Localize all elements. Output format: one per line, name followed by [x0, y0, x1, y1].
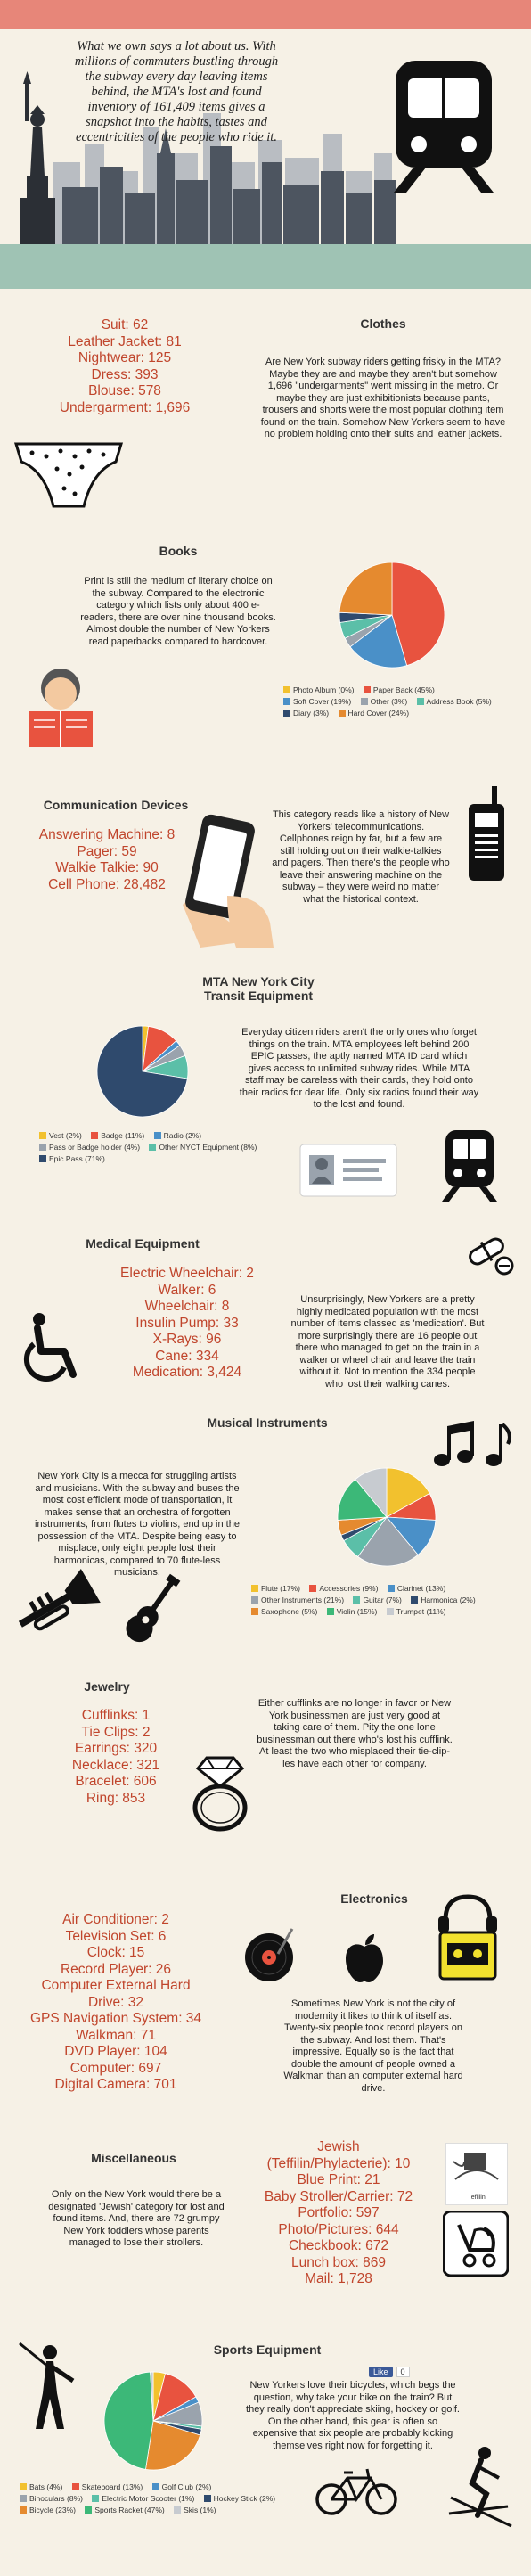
legend-swatch: [251, 1608, 258, 1615]
stat-line: Necklace: 321: [71, 1757, 160, 1773]
misc-title: Miscellaneous: [91, 2151, 176, 2165]
books-pie-chart: [339, 562, 445, 669]
sports-text: New Yorkers love their bicycles, which begs the question, why take your bike on the train? But they really don't appreciate skiing, hockey or golf. On the other hand, this gear is often so expensive that six people are probably kicking themselves right now for forgetting it.: [246, 2380, 460, 2451]
stat-line: Computer: 697: [69, 2060, 162, 2076]
stat-line: Lunch box: 869: [290, 2254, 386, 2270]
music-legend: [251, 1583, 519, 1618]
legend-label: Binoculars (8%): [29, 2494, 83, 2503]
stat-line: Walker: 6: [158, 1282, 216, 1298]
legend-item: [85, 2505, 164, 2516]
legend-item: [251, 1606, 317, 1618]
legend-label: Violin (15%): [336, 1607, 378, 1616]
legend-label: Golf Club (2%): [161, 2482, 212, 2491]
legend-item: [364, 685, 435, 696]
legend-label: Paper Back (45%): [372, 685, 435, 694]
legend-swatch: [411, 1596, 418, 1604]
legend-swatch: [39, 1155, 46, 1162]
legend-item: [353, 1595, 401, 1606]
guitar-icon: [125, 1571, 182, 1647]
legend-label: Hard Cover (24%): [347, 709, 410, 718]
legend-label: Clarinet (13%): [396, 1584, 446, 1593]
stat-line: GPS Navigation System: 34: [29, 2011, 202, 2026]
stat-line: Air Conditioner: 2: [62, 1912, 169, 1927]
legend-item: [417, 696, 492, 708]
legend-label: Harmonica (2%): [421, 1596, 476, 1604]
legend-label: Soft Cover (19%): [293, 697, 352, 706]
legend-swatch: [327, 1608, 334, 1615]
legend-label: Diary (3%): [293, 709, 330, 718]
music-title: Musical Instruments: [207, 1415, 328, 1430]
legend-item: [283, 708, 329, 719]
legend-item: [20, 2493, 83, 2505]
music-text: New York City is a mecca for struggling artists and musicians. With the subway and buses the most cost efficient mode of transportation, it makes sense that an orchestra of forgotten instruments, from flutes to violins, end up in the possession of the MTA. Despite being easy to misplace, only eight people lost their harmonicas, compared to 70 flute-less musicians.: [35, 1471, 240, 1578]
legend-label: Hockey Stick (2%): [213, 2494, 276, 2503]
like-widget[interactable]: [369, 2366, 410, 2378]
id-card-icon: [298, 1143, 398, 1198]
ring-icon: [187, 1752, 253, 1833]
medical-stats: [94, 1266, 281, 1382]
legend-label: Guitar (7%): [363, 1596, 402, 1604]
tefillin-label: Tefillin: [468, 2195, 486, 2201]
medical-title: Medical Equipment: [86, 1236, 200, 1251]
middle-color-band: [0, 244, 531, 289]
stat-line: Television Set: 6: [65, 1928, 167, 1944]
stat-line: Baby Stroller/Carrier: 72: [264, 2188, 413, 2204]
communication-title: Communication Devices: [43, 798, 189, 812]
top-color-band: [0, 0, 531, 29]
stat-line: Medication: 3,424: [132, 1365, 242, 1380]
stat-line: Walkman: 71: [76, 2027, 156, 2043]
stat-line: Electric Wheelchair: 2: [120, 1266, 254, 1281]
legend-label: Electric Motor Scooter (1%): [102, 2494, 195, 2503]
train-icon: [383, 53, 504, 196]
skier-icon: [445, 2442, 517, 2531]
legend-swatch: [174, 2506, 181, 2514]
jewelry-stats: [36, 1708, 196, 1807]
legend-label: Bicycle (23%): [29, 2506, 76, 2514]
sports-legend: [20, 2482, 283, 2516]
legend-label: Skis (1%): [184, 2506, 216, 2514]
legend-item: [92, 2493, 194, 2505]
legend-swatch: [283, 710, 290, 717]
stat-line: Suit: 62: [101, 317, 149, 332]
legend-swatch: [39, 1132, 46, 1139]
statue-of-liberty-icon: [20, 71, 55, 244]
legend-swatch: [20, 2506, 27, 2514]
underwear-icon: [11, 435, 127, 515]
legend-swatch: [91, 1132, 98, 1139]
legend-swatch: [149, 1144, 156, 1151]
legend-swatch: [309, 1585, 316, 1592]
misc-stats: [232, 2139, 445, 2288]
electronics-title: Electronics: [340, 1891, 408, 1906]
legend-swatch: [72, 2483, 79, 2490]
stat-line: Dress: 393: [91, 366, 159, 382]
legend-item: [39, 1142, 140, 1153]
legend-item: [154, 1130, 202, 1142]
jewelry-title: Jewelry: [84, 1679, 130, 1694]
legend-label: Skateboard (13%): [81, 2482, 143, 2491]
stat-line: Ring: 853: [86, 1790, 146, 1806]
legend-swatch: [154, 1132, 161, 1139]
legend-item: [283, 696, 351, 708]
stat-line: (Teffilin/Phylacterie): 10: [266, 2155, 411, 2171]
stat-line: Computer External Hard: [41, 1978, 191, 1993]
legend-swatch: [251, 1596, 258, 1604]
stat-line: Walkie Talkie: 90: [55, 860, 159, 875]
legend-label: Other (3%): [370, 697, 408, 706]
legend-swatch: [364, 686, 371, 693]
train-small-icon: [440, 1128, 499, 1203]
communication-text: This category reads like a history of New Yorkers' telecommunications. Cellphones reign by far, but a few are still holding out on their walkie-talkies and pagers. Then there's the people who leave their answering machine on the subway – they were weird no matter what the historical context.: [272, 809, 450, 905]
bicycle-icon: [314, 2464, 399, 2517]
clothes-stats: [36, 317, 214, 416]
trumpet-icon: [7, 1562, 103, 1651]
legend-item: [152, 2482, 212, 2493]
legend-item: [72, 2482, 143, 2493]
stat-line: Portfolio: 597: [298, 2205, 380, 2220]
stat-line: Cufflinks: 1: [81, 1708, 151, 1723]
legend-item: [309, 1583, 378, 1595]
books-legend: [283, 685, 517, 719]
legend-item: [327, 1606, 378, 1618]
legend-item: [411, 1595, 475, 1606]
legend-label: Sports Racket (47%): [94, 2506, 165, 2514]
legend-item: [361, 696, 408, 708]
legend-swatch: [283, 686, 290, 693]
legend-swatch: [39, 1144, 46, 1151]
stat-line: Tie Clips: 2: [81, 1724, 151, 1740]
communication-stats: [18, 827, 196, 893]
stat-line: Drive: 32: [87, 1994, 144, 2010]
stat-line: Leather Jacket: 81: [68, 333, 182, 349]
apple-logo-icon: [342, 1932, 387, 1984]
legend-label: Radio (2%): [163, 1131, 202, 1140]
jewelry-text: Either cufflinks are no longer in favor or New York businessmen are just very good at taking care of them. Pity the one lone businessman out there who's lost his cufflink. At least the two who misplaced their tie-clip-les have each other for company.: [257, 1698, 453, 1769]
legend-swatch: [152, 2483, 159, 2490]
books-text: Print is still the medium of literary choice on the subway. Compared to the electronic category which lists only about 400 e-readers, there are over nine thousand books. Almost double the number of New Yorkers read paperbacks compared to hardcover.: [80, 576, 276, 647]
legend-item: [204, 2493, 275, 2505]
stat-line: Checkbook: 672: [288, 2238, 389, 2253]
legend-label: Other NYCT Equipment (8%): [159, 1143, 257, 1152]
electronics-text: Sometimes New York is not the city of modernity it likes to think of itself as. Twenty-six people took record players on the subway. And lost them. That's impressive. Equally so is the fact that double the amount of people owned a Walkman than an computer external hard drive.: [283, 1998, 463, 2094]
mta-text: Everyday citizen riders aren't the only ones who forget things on the train. MTA employees left behind 200 EPIC passes, the aptly named MTA ID card which gives access to unlimited subway rides. While MTA staff may be careless with their cards, they hold onto their radios for dear life. Only six radios found their way to the lost and found.: [239, 1027, 479, 1110]
stat-line: Nightwear: 125: [78, 350, 172, 365]
walkie-talkie-icon: [463, 784, 510, 882]
books-title: Books: [159, 544, 198, 558]
legend-item: [91, 1130, 144, 1142]
stat-line: Cane: 334: [155, 1348, 219, 1364]
legend-swatch: [20, 2495, 27, 2502]
stat-line: Cell Phone: 28,482: [48, 876, 166, 892]
stat-line: Blouse: 578: [88, 383, 161, 398]
legend-swatch: [204, 2495, 211, 2502]
wheelchair-icon: [14, 1312, 100, 1387]
record-player-icon: [242, 1927, 299, 1984]
stat-line: Blue Print: 21: [297, 2172, 380, 2187]
legend-item: [39, 1153, 105, 1165]
golfer-icon: [14, 2340, 86, 2438]
legend-item: [149, 1142, 257, 1153]
music-pie-chart: [337, 1467, 437, 1567]
sports-pie-chart: [103, 2371, 203, 2471]
stat-line: Record Player: 26: [60, 1961, 172, 1977]
stat-line: Answering Machine: 8: [38, 827, 176, 842]
medical-text: Unsurprisingly, New Yorkers are a pretty highly medicated population with the most number of items classed as 'medication'. But more surprisingly there are 16 people out there who managed to get on the train in a walker or wheel chair and leave the train without it. Not to mention the 334 people who lost their walking canes.: [290, 1294, 485, 1390]
legend-label: Other Instruments (21%): [261, 1596, 345, 1604]
legend-swatch: [417, 698, 424, 705]
mta-title-line: MTA New York City: [202, 974, 315, 989]
legend-swatch: [388, 1585, 395, 1592]
mta-title-line: Transit Equipment: [203, 989, 314, 1003]
legend-item: [20, 2482, 62, 2493]
legend-swatch: [92, 2495, 99, 2502]
legend-item: [388, 1583, 445, 1595]
stat-line: Insulin Pump: 33: [135, 1315, 239, 1331]
stroller-icon: [443, 2211, 509, 2277]
legend-label: Epic Pass (71%): [49, 1154, 105, 1163]
tefillin-card: [445, 2143, 508, 2205]
electronics-stats: [9, 1912, 223, 2094]
legend-item: [174, 2505, 216, 2516]
mta-legend: [39, 1130, 271, 1165]
legend-swatch: [283, 698, 290, 705]
pie-slice-hard-cover: [339, 562, 392, 615]
legend-swatch: [387, 1608, 394, 1615]
stat-line: Photo/Pictures: 644: [278, 2221, 399, 2237]
smartphone-in-hand-icon: [174, 807, 281, 949]
clothes-title: Clothes: [360, 316, 406, 331]
like-count: 0: [396, 2367, 410, 2377]
legend-swatch: [339, 710, 346, 717]
legend-swatch: [20, 2483, 27, 2490]
legend-label: Accessories (9%): [319, 1584, 379, 1593]
intro-text: What we own says a lot about us. With millions of commuters bustling through the subway every day leaving items behind, the MTA's lost and found inventory of 161,409 items gives a snapshot into the habits, tastes and eccentricities of the people who ride it.: [74, 39, 279, 144]
stat-line: Clock: 15: [86, 1945, 145, 1960]
legend-item: [283, 685, 355, 696]
pie-slice-sports-racket: [104, 2372, 153, 2469]
legend-swatch: [85, 2506, 92, 2514]
legend-label: Saxophone (5%): [261, 1607, 318, 1616]
pills-icon: [465, 1226, 517, 1276]
mta-title: [160, 974, 356, 1003]
stat-line: Digital Camera: 701: [54, 2077, 177, 2092]
mta-pie-chart: [96, 1025, 189, 1118]
stat-line: Pager: 59: [77, 843, 137, 859]
legend-item: [20, 2505, 76, 2516]
sports-title: Sports Equipment: [213, 2342, 322, 2357]
legend-label: Flute (17%): [261, 1584, 300, 1593]
stat-line: Mail: 1,728: [305, 2271, 372, 2286]
stat-line: DVD Player: 104: [64, 2044, 167, 2059]
legend-item: [251, 1595, 344, 1606]
stat-line: Undergarment: 1,696: [59, 399, 191, 415]
walkman-icon: [431, 1893, 504, 1982]
stat-line: Jewish: [317, 2139, 360, 2154]
legend-label: Badge (11%): [101, 1131, 145, 1140]
like-button[interactable]: Like: [369, 2367, 393, 2377]
legend-swatch: [251, 1585, 258, 1592]
legend-item: [339, 708, 410, 719]
stat-line: Earrings: 320: [74, 1741, 158, 1756]
legend-label: Photo Album (0%): [293, 685, 355, 694]
legend-label: Vest (2%): [49, 1131, 82, 1140]
legend-label: Address Book (5%): [426, 697, 492, 706]
misc-text: Only on the New York would there be a designated 'Jewish' category for lost and found items. And, there are 72 grumpy New York toddlers whose parents managed to lose their strollers.: [48, 2189, 225, 2248]
reader-icon: [16, 661, 105, 751]
legend-label: Bats (4%): [29, 2482, 63, 2491]
legend-item: [387, 1606, 446, 1618]
tefillin-icon: [446, 2144, 507, 2190]
legend-label: Trumpet (11%): [396, 1607, 446, 1616]
legend-swatch: [353, 1596, 360, 1604]
stat-line: Wheelchair: 8: [144, 1299, 230, 1314]
stat-line: X-Rays: 96: [152, 1332, 222, 1347]
legend-item: [39, 1130, 82, 1142]
music-notes-icon: [429, 1417, 515, 1471]
stat-line: Bracelet: 606: [75, 1774, 157, 1789]
legend-item: [251, 1583, 300, 1595]
legend-label: Pass or Badge holder (4%): [49, 1143, 141, 1152]
legend-swatch: [361, 698, 368, 705]
clothes-text: Are New York subway riders getting frisky in the MTA? Maybe they are and maybe they aren't but somehow 1,696 "undergarments" went missing in the metro. Or maybe they are just exhibitionists because pants, trousers and shorts were the most popular clothing item found on the train. Somehow New Yorkers seem to have no problem holding onto their suits and leather jackets.: [260, 357, 506, 439]
